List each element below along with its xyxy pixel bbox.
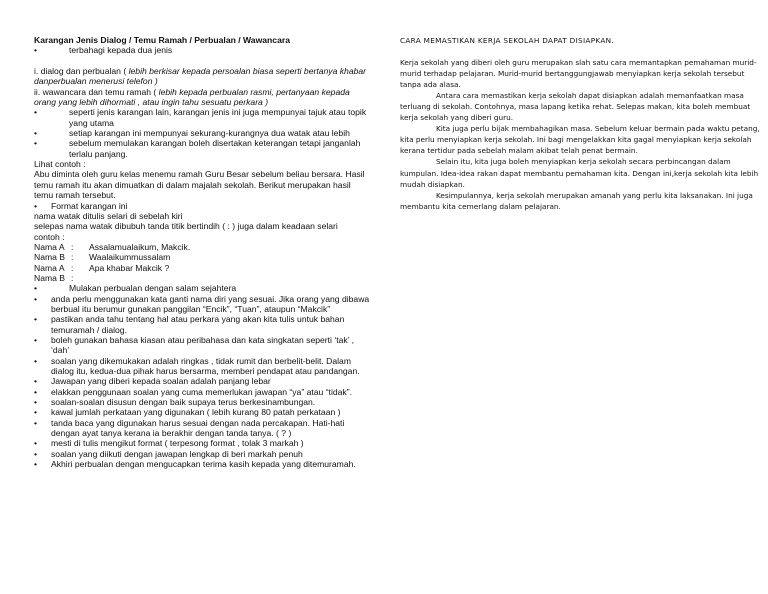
- essay-paragraph: Kita juga perlu bijak membahagikan masa. Sebelum keluar bermain pada waktu petang, kita perlu menyiapkan kerja sekolah. Ini bagi mengelakkan kita gagal menyiapkan kerja sekolah kerana tertidur pada sebelah malam akibat telah penat bermain.: [400, 124, 760, 156]
- guideline-bullet: • boleh gunakan bahasa kiasan atau peribahasa dan kata singkatan seperti ‘tak’ , ‘dah’: [34, 335, 370, 356]
- guideline-bullet: • elakkan penggunaan soalan yang cuma memerlukan jawapan “ya” atau “tidak”.: [34, 387, 370, 397]
- essay-paragraph: Selain itu, kita juga boleh menyiapkan kerja sekolah secara perbincangan dalam kumpulan. Idea-idea rakan dapat membantu pemahaman kita. Dengan ini,kerja sekolah kita lebih mudah disiapkan.: [400, 157, 759, 189]
- bullet-a-1: • seperti jenis karangan lain, karangan jenis ini juga mempunyai tajuk atau topik yang utama: [34, 107, 370, 128]
- right-title: CARA MEMASTIKAN KERJA SEKOLAH DAPAT DISIAPKAN.: [400, 36, 615, 45]
- type2: [34, 87, 370, 108]
- intro-bullet: • terbahagi kepada dua jenis: [34, 45, 370, 55]
- guideline-bullet: • anda perlu menggunakan kata ganti nama diri yang sesuai. Jika orang yang dibawa berbual itu berumur gunakan panggilan “Encik”, “Tuan”, ataupun “Makcik”: [34, 294, 370, 315]
- format-line-1: nama watak ditulis selari di sebelah kiri: [34, 210, 183, 221]
- bullet-a-3: • sebelum memulakan karangan boleh disertakan keterangan tetapi janganlah terlalu panjang.: [34, 138, 370, 159]
- guideline-bullet: • pastikan anda tahu tentang hal atau perkara yang akan kita tulis untuk bahan temuramah / dialog.: [34, 314, 370, 335]
- example-label: Lihat contoh :: [34, 159, 86, 170]
- type1-desc: lebih berkisar kepada persoalan biasa seperti bertanya khabar danperbualan menerusi telefon ): [34, 66, 367, 87]
- guideline-bullet: • Jawapan yang diberi kepada soalan adalah panjang lebar: [34, 376, 370, 386]
- speaker-text: Apa khabar Makcik ?: [89, 262, 170, 273]
- speaker-name: Nama B: [34, 272, 66, 283]
- guideline-bullet: • kawal jumlah perkataan yang digunakan ( lebih kurang 80 patah perkataan ): [34, 407, 370, 417]
- right-column: [400, 0, 760, 212]
- guideline-list: [34, 283, 370, 469]
- contoh-label: contoh :: [34, 231, 65, 242]
- guideline-bullet: • soalan-soalan disusun dengan baik supaya terus berkesinambungan.: [34, 397, 370, 407]
- format-line-2: selepas nama watak dibubuh tanda titik bertindih ( : ) juga dalam keadaan selari: [34, 221, 338, 232]
- dialog-line: [34, 242, 370, 252]
- speaker-colon: :: [71, 272, 74, 283]
- type2-label: ii. wawancara dan temu ramah (: [34, 86, 159, 97]
- essay-paragraph: Kesimpulannya, kerja sekolah merupakan amanah yang perlu kita laksanakan. Ini juga membantu kita cemerlang dalam pelajaran.: [400, 190, 753, 211]
- speaker-text: Assalamualaikum, Makcik.: [89, 241, 191, 252]
- speaker-name: Nama B: [34, 252, 66, 263]
- bullet-a-2: • setiap karangan ini mempunyai sekurang-kurangnya dua watak atau lebih: [34, 128, 370, 138]
- spacer: [34, 56, 370, 66]
- left-column: [34, 0, 370, 469]
- essay-paragraph: Kerja sekolah yang diberi oleh guru merupakan slah satu cara memantapkan pemahaman murid-murid terhadap pelajaran. Murid-murid bertanggungjawab menyiapkan kerja sekolah tersebut tanpa ada alasa.: [400, 58, 757, 90]
- type1: [34, 66, 370, 87]
- guideline-bullet: • soalan yang dikemukakan adalah ringkas , tidak rumit dan berbelit-belit. Dalam dialog itu, kedua-dua pihak harus bersarma, memberi pendapat atau pandangan.: [34, 356, 370, 377]
- guideline-bullet: • soalan yang diikuti dengan jawapan lengkap di beri markah penuh: [34, 449, 370, 459]
- speaker-name: Nama A: [34, 241, 65, 252]
- left-title: Karangan Jenis Dialog / Temu Ramah / Perbualan / Wawancara: [34, 35, 290, 45]
- essay-body: [400, 57, 760, 212]
- essay-paragraph: Antara cara memastikan kerja sekolah dapat disiapkan adalah memanfaatkan masa terluang di sekolah. Contohnya, masa lapang ketika rehat. Selepas makan, kita boleh membuat kerja sekolah yang diberi guru.: [400, 91, 751, 123]
- guideline-bullet: • mesti di tulis mengikut format ( terpesong format , tolak 3 markah ): [34, 438, 370, 448]
- example-text: Abu diminta oleh guru kelas menemu ramah Guru Besar sebelum beliau bersara. Hasil temu ramah itu akan dimuatkan di dalam majalah sekolah. Berikut merupakan hasil temu ramah tersebut.: [34, 169, 365, 201]
- guideline-bullet: • Akhiri perbualan dengan mengucapkan terima kasih kepada yang ditemuramah.: [34, 459, 370, 469]
- dialog-line: [34, 273, 370, 283]
- guideline-bullet: • Mulakan perbualan dengan salam sejahtera: [34, 283, 370, 293]
- speaker-text: Waalaikummussalam: [89, 252, 171, 263]
- speaker-colon: :: [71, 262, 74, 273]
- type1-label: i. dialog dan perbualan (: [34, 66, 129, 77]
- guideline-bullet: • tanda baca yang digunakan harus sesuai dengan nada percakapan. Hati-hati dengan ayat tanya kerana ia berakhir dengan tanda tanya. ( ? ): [34, 418, 370, 439]
- speaker-name: Nama A: [34, 262, 65, 273]
- speaker-colon: :: [71, 252, 74, 263]
- speaker-colon: :: [71, 241, 74, 252]
- dialog-line: [34, 252, 370, 262]
- format-bullet: • Format karangan ini: [34, 201, 370, 211]
- type2-desc: lebih kepada perbualan rasmi, pertanyaan kepada orang yang lebih dihormati , atau ingin tahu sesuatu perkara ): [34, 86, 350, 108]
- dialog-line: [34, 263, 370, 273]
